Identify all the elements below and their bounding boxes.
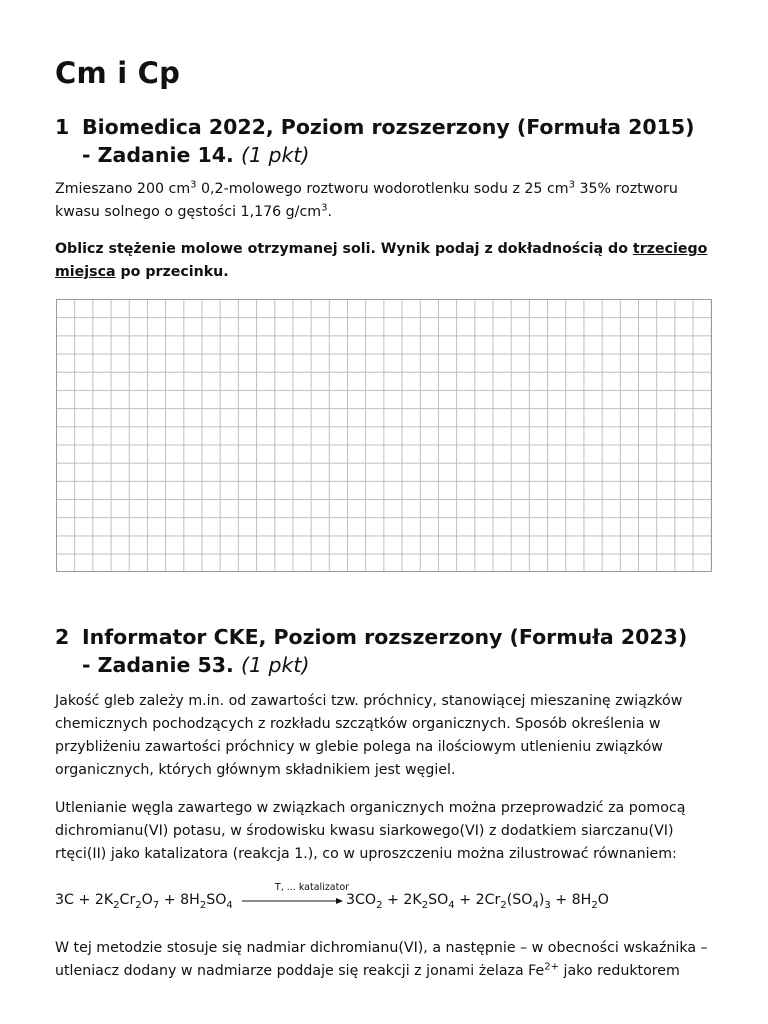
task-2-paragraph-1: Jakość gleb zależy m.in. od zawartości tzw. próchnicy, stanowiącej mieszaninę związków chemicznych pochodzących z rozkładu szczątków organicznych. Sposób określenia w przybliżeniu zawartości próchnicy w glebie polega na ilościowym utlenieniu związków organicznych, których głównym składnikiem jest węgiel. bbox=[55, 693, 683, 778]
task-2-paragraph-3: W tej metodzie stosuje się nadmiar dichromianu(VI), a następnie – w obecności wskaźnika – utleniacz dodany w nadmiarze poddaje się reakcji z jonami żelaza $Fe^{2+}$ jako reduktorem bbox=[55, 940, 708, 979]
underlined-phrase: trzeciego miejsca bbox=[55, 241, 708, 280]
task-1-heading bbox=[55, 113, 745, 169]
task-label: - Zadanie 53. bbox=[82, 653, 234, 677]
equation-products: $3CO_2 + 2K_2SO_4 + 2Cr_2(SO_4)_3 + 8H_2O$ bbox=[346, 892, 609, 911]
task-source: Biomedica 2022, Poziom rozszerzony (Formuła 2015) bbox=[82, 115, 695, 139]
answer-grid[interactable] bbox=[56, 299, 712, 572]
task-points: (1 pkt) bbox=[240, 143, 310, 167]
task-points: (1 pkt) bbox=[240, 653, 310, 677]
task-source: Informator CKE, Poziom rozszerzony (Formuła 2023) bbox=[82, 625, 688, 649]
task-2-heading bbox=[55, 623, 745, 679]
task-label: - Zadanie 14. bbox=[82, 143, 234, 167]
task-1-description: Zmieszano 200 $cm^3$ 0,2-molowego roztworu wodorotlenku sodu z 25 $cm^3$ 35% roztworu kwasu solnego o gęstości 1,176 $g/cm^3$. bbox=[55, 179, 678, 220]
task-number: 1 bbox=[55, 115, 70, 139]
equation-reactants: $3C + 2K_2Cr_2O_7 + 8H_2SO_4$ bbox=[55, 892, 233, 911]
task-2-paragraph-2: Utlenianie węgla zawartego w związkach organicznych można przeprowadzić za pomocą dichromianu(VI) potasu, w środowisku kwasu siarkowego(VI) z dodatkiem siarczanu(VI) rtęci(II) jako katalizatora (reakcja 1.), co w uproszczeniu można zilustrować równaniem: bbox=[55, 800, 686, 862]
reaction-condition: T, ... katalizator bbox=[274, 882, 350, 893]
chemical-equation bbox=[55, 882, 735, 917]
task-1-instruction: Oblicz stężenie molowe otrzymanej soli. Wynik podaj z dokładnością do trzeciego miejsca po przecinku. bbox=[55, 241, 708, 280]
task-number: 2 bbox=[55, 625, 70, 649]
page-title: Cm i Cp bbox=[55, 56, 181, 90]
